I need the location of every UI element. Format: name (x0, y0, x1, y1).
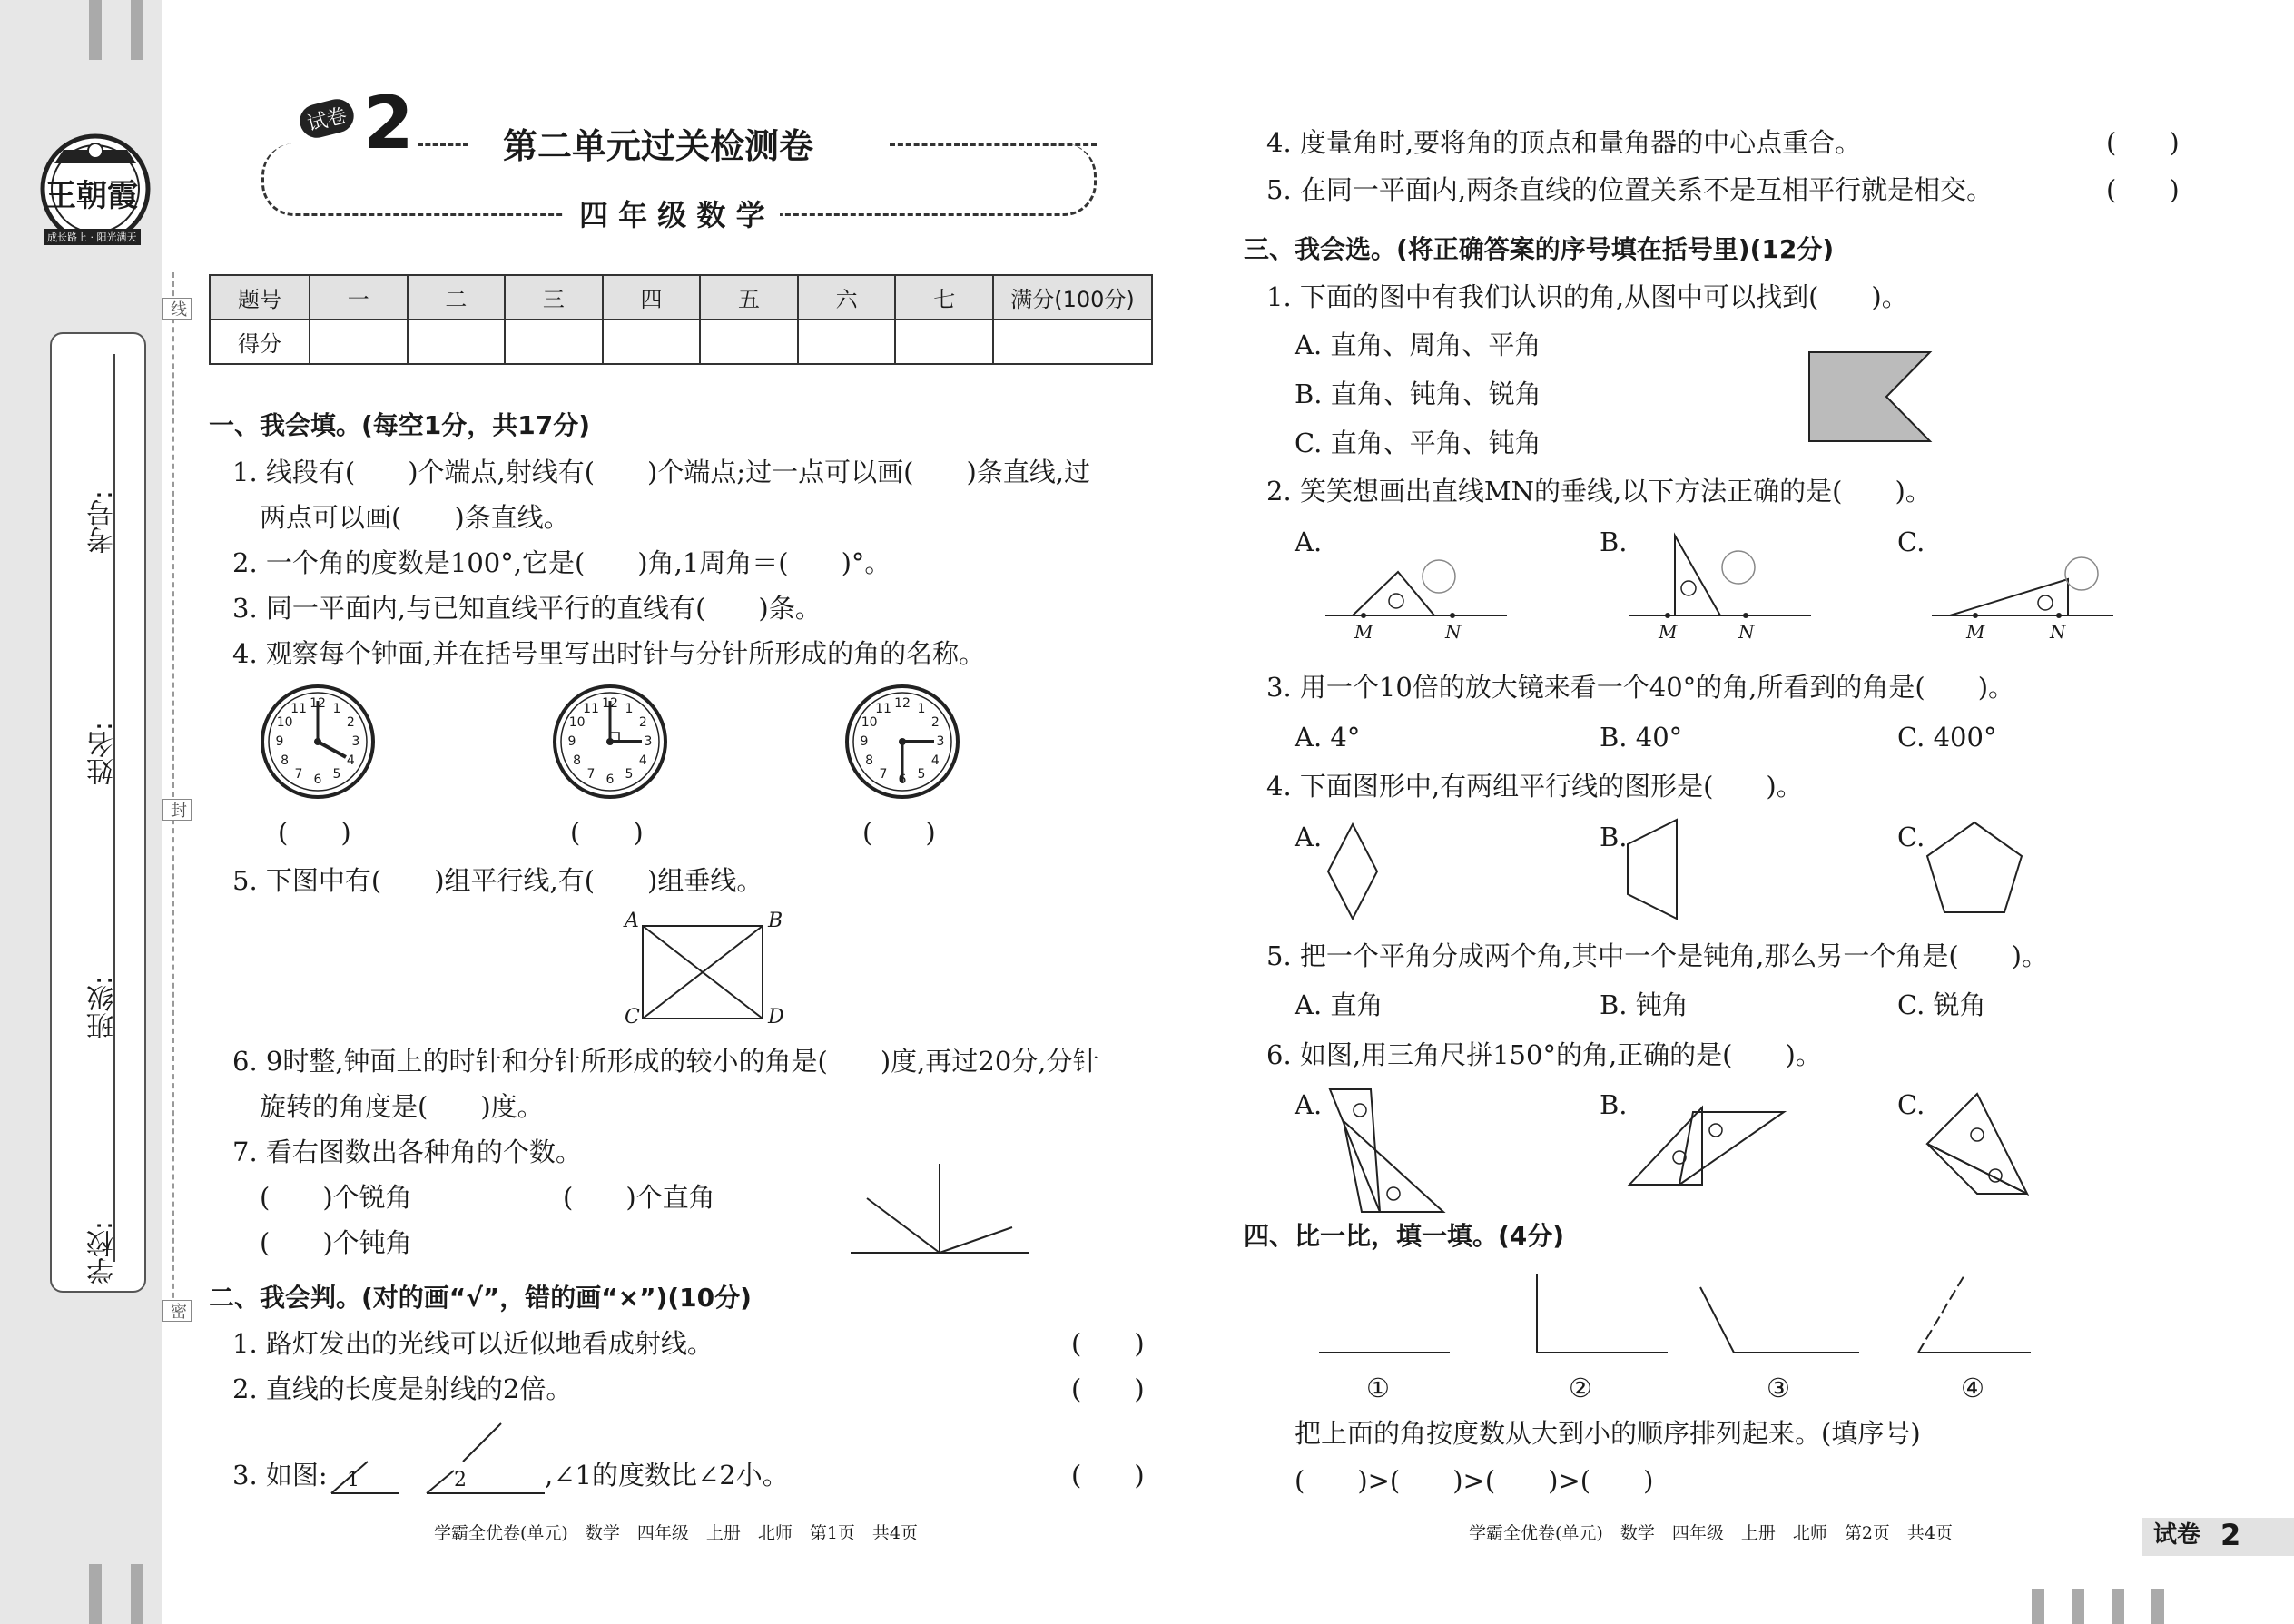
s3-q1-opt-c[interactable]: C. 直角、平角、钝角 (1295, 428, 1541, 458)
clock-number: 4 (930, 753, 940, 768)
rhombus-shape (1325, 822, 1380, 928)
score-header-cell: 六 (798, 275, 896, 320)
set-square-figure-c: M N (1932, 545, 2113, 651)
s3-q3-opt-a[interactable]: A. 4° (1295, 722, 1361, 753)
clock-number: 8 (281, 753, 290, 768)
score-header-cell: 二 (408, 275, 506, 320)
crop-mark (2032, 1589, 2044, 1624)
clock-number: 10 (861, 715, 878, 730)
s2-item-3: 3. 如图: (232, 1460, 328, 1491)
s3-q5: 5. 把一个平角分成两个角,其中一个是钝角,那么另一个角是( )。 (1266, 940, 2048, 971)
right-angle (1534, 1271, 1670, 1363)
clock-number: 11 (290, 701, 307, 716)
s2-answer-1[interactable]: ( ) (1071, 1328, 1145, 1359)
s3-q3: 3. 用一个10倍的放大镜来看一个40°的角,所看到的角是( )。 (1266, 672, 2015, 703)
s2-item-1: 1. 路灯发出的光线可以近似地看成射线。 (232, 1328, 714, 1359)
s3-q3-opt-c[interactable]: C. 400° (1897, 722, 1997, 753)
clock-number: 3 (351, 734, 360, 749)
score-header-cell: 五 (700, 275, 798, 320)
logo-subtext: 成长路上 · 阳光满天 (44, 229, 141, 245)
score-cell[interactable] (798, 320, 896, 364)
s3-q5-opt-a[interactable]: A. 直角 (1295, 989, 1383, 1020)
clock-number: 7 (586, 767, 596, 782)
crop-mark (2151, 1589, 2164, 1624)
score-cell[interactable] (993, 320, 1152, 364)
s1-q5: 5. 下图中有( )组平行线,有( )组垂线。 (232, 865, 763, 896)
pentagon-shape (1925, 820, 2024, 921)
s2-answer-4[interactable]: ( ) (2106, 127, 2180, 158)
s3-q6: 6. 如图,用三角尺拼150°的角,正确的是( )。 (1266, 1039, 1822, 1070)
s2-answer-5[interactable]: ( ) (2106, 174, 2180, 205)
name-label: 姓名: (87, 722, 119, 786)
s2-item-2: 2. 直线的长度是射线的2倍。 (232, 1373, 573, 1404)
footer-left: 学霸全优卷(单元) 数学 四年级 上册 北师 第1页 共4页 (434, 1523, 919, 1543)
clock-number: 12 (310, 696, 326, 711)
footer-right: 学霸全优卷(单元) 数学 四年级 上册 北师 第2页 共4页 (1469, 1523, 1954, 1543)
s2-answer-3[interactable]: ( ) (1071, 1460, 1145, 1491)
angle-label-1: ① (1366, 1373, 1390, 1403)
s1-q3: 3. 同一平面内,与已知直线平行的直线有( )条。 (232, 593, 822, 624)
section2-heading: 二、我会判。(对的画“√”，错的画“×”)(10分) (209, 1283, 752, 1313)
clock-number: 10 (276, 715, 293, 730)
s1-q6-line2: 旋转的角度是( )度。 (260, 1091, 544, 1122)
clock-answer-3[interactable]: ( ) (862, 817, 936, 848)
s2-item-3-tail: ,∠1的度数比∠2小。 (545, 1460, 789, 1491)
s1-q7-acute: ( )个锐角 (260, 1182, 412, 1213)
score-header-cell: 七 (895, 275, 993, 320)
s3-q2-opt-a[interactable]: A. (1295, 527, 1323, 557)
s3-q1-opt-a[interactable]: A. 直角、周角、平角 (1295, 330, 1541, 360)
clock-number: 5 (625, 767, 634, 782)
clock-number: 2 (346, 715, 355, 730)
s3-q2-opt-b[interactable]: B. (1600, 527, 1628, 557)
clock-number: 6 (898, 773, 907, 787)
angle-label-2: ② (1569, 1373, 1592, 1403)
s4-instruction: 把上面的角按度数从大到小的顺序排列起来。(填序号) (1295, 1418, 1921, 1449)
class-label: 班级: (87, 976, 119, 1040)
clock-number: 12 (602, 696, 618, 711)
obtuse-angle (1698, 1280, 1861, 1363)
clock-number: 7 (879, 767, 888, 782)
flag-shape (1807, 349, 1934, 450)
angle-label-4: ④ (1961, 1373, 1984, 1403)
s2-item-5: 5. 在同一平面内,两条直线的位置关系不是互相平行就是相交。 (1266, 174, 1994, 205)
set-square-figure-a: M N (1325, 545, 1507, 651)
trapezoid-shape (1625, 817, 1679, 928)
s3-q4: 4. 下面图形中,有两组平行线的图形是( )。 (1266, 771, 1803, 802)
exam-number-label: 考号: (87, 490, 119, 555)
clock-number: 4 (638, 753, 647, 768)
angle-label-3: ③ (1767, 1373, 1790, 1403)
clock-number: 1 (917, 701, 926, 716)
clock-number: 4 (346, 753, 355, 768)
score-table (209, 274, 1153, 365)
s2-item-4: 4. 度量角时,要将角的顶点和量角器的中心点重合。 (1266, 127, 1862, 158)
clock-answer-1[interactable]: ( ) (278, 817, 351, 848)
cut-mark: 密 (162, 1300, 192, 1322)
s3-q1-opt-b[interactable]: B. 直角、钝角、锐角 (1295, 379, 1541, 409)
score-cell[interactable] (603, 320, 701, 364)
score-header-cell: 题号 (210, 275, 310, 320)
s3-q2-opt-c[interactable]: C. (1897, 527, 1925, 557)
student-info-box (50, 332, 146, 1293)
clock-number: 10 (568, 715, 586, 730)
clock-number: 2 (930, 715, 940, 730)
paper-number: 2 (363, 81, 414, 165)
clock-number: 5 (917, 767, 926, 782)
clock-number: 1 (625, 701, 634, 716)
s3-q4-opt-a[interactable]: A. (1295, 822, 1323, 852)
s3-q6-opt-c[interactable]: C. (1897, 1089, 1925, 1120)
score-header-cell: 四 (603, 275, 701, 320)
section1-heading: 一、我会填。(每空1分，共17分) (209, 410, 591, 440)
crop-mark (2072, 1589, 2084, 1624)
s1-q7: 7. 看右图数出各种角的个数。 (232, 1137, 582, 1167)
clock-number: 6 (605, 773, 615, 787)
cut-mark: 线 (162, 298, 192, 320)
straight-angle (1316, 1271, 1452, 1363)
cut-mark: 封 (162, 799, 192, 821)
clock-number: 11 (875, 701, 891, 716)
crop-mark (89, 0, 102, 60)
triangle-pair-c (1923, 1089, 2041, 1205)
s2-answer-2[interactable]: ( ) (1071, 1373, 1145, 1404)
page-subtitle: 四 年 级 数 学 (565, 192, 780, 234)
clock-number: 8 (865, 753, 874, 768)
clock-answer-2[interactable]: ( ) (570, 817, 644, 848)
paper-tag: 试卷 (296, 95, 357, 141)
footer-tag: 试卷 2 (2142, 1518, 2294, 1556)
crop-mark (131, 0, 143, 60)
score-cell[interactable] (408, 320, 506, 364)
s3-q6-opt-b[interactable]: B. (1600, 1089, 1628, 1120)
s3-q3-opt-b[interactable]: B. 40° (1600, 722, 1683, 753)
crop-mark (2112, 1589, 2124, 1624)
clock-number: 12 (894, 696, 911, 711)
clock-number: 9 (275, 734, 284, 749)
angle-count-figure (849, 1162, 1030, 1277)
section4-heading: 四、比一比，填一填。(4分) (1244, 1221, 1565, 1251)
s1-q7-obtuse: ( )个钝角 (260, 1227, 412, 1258)
s2-angles-figure: 1 2 (327, 1416, 554, 1504)
clock-number: 2 (638, 715, 647, 730)
s4-answer[interactable]: ( )>( )>( )>( ) (1295, 1465, 1654, 1496)
triangle-pair-b (1625, 1089, 1788, 1196)
s3-q2: 2. 笑笑想画出直线MN的垂线,以下方法正确的是( )。 (1266, 476, 1932, 507)
crop-mark (131, 1564, 143, 1624)
s3-q4-opt-b[interactable]: B. (1600, 822, 1628, 852)
school-label: 学校: (87, 1221, 119, 1285)
logo-text: 王朝霞 (45, 178, 138, 214)
clock-number: 8 (573, 753, 582, 768)
brand-logo (36, 127, 154, 250)
triangle-pair-a (1325, 1085, 1452, 1227)
clock-number: 6 (313, 773, 322, 787)
s1-q1-line2: 两点可以画( )条直线。 (260, 502, 570, 533)
score-header-cell: 一 (310, 275, 408, 320)
s1-q2: 2. 一个角的度数是100°,它是( )角,1周角＝( )°。 (232, 547, 891, 578)
square-figure: A B C D (625, 910, 784, 1029)
clock-number: 5 (332, 767, 341, 782)
score-cell[interactable] (505, 320, 603, 364)
s3-q1: 1. 下面的图中有我们认识的角,从图中可以找到( )。 (1266, 281, 1908, 312)
crop-mark (89, 1564, 102, 1624)
acute-angle (1915, 1271, 2033, 1363)
set-square-figure-b: M N (1629, 531, 1811, 651)
clock-number: 11 (583, 701, 599, 716)
s3-q6-opt-a[interactable]: A. (1295, 1089, 1323, 1120)
s3-q5-opt-b[interactable]: B. 钝角 (1600, 989, 1689, 1020)
s1-q7-right: ( )个直角 (563, 1182, 715, 1213)
score-cell[interactable] (310, 320, 408, 364)
score-header-cell: 满分(100分) (993, 275, 1152, 320)
s1-q6-line1: 6. 9时整,钟面上的时针和分针所形成的较小的角是( )度,再过20分,分针 (232, 1046, 1099, 1077)
score-label-cell: 得分 (210, 320, 310, 364)
s1-q1-line1: 1. 线段有( )个端点,射线有( )个端点;过一点可以画( )条直线,过 (232, 457, 1090, 487)
score-header-cell: 三 (505, 275, 603, 320)
clock-number: 3 (644, 734, 653, 749)
s3-q4-opt-c[interactable]: C. (1897, 822, 1925, 852)
page-title: 第二单元过关检测卷 (503, 126, 814, 166)
clock-number: 1 (332, 701, 341, 716)
clock-number: 7 (294, 767, 303, 782)
clock-number: 9 (860, 734, 869, 749)
score-cell[interactable] (895, 320, 993, 364)
section3-heading: 三、我会选。(将正确答案的序号填在括号里)(12分) (1244, 234, 1835, 264)
s3-q5-opt-c[interactable]: C. 锐角 (1897, 989, 1986, 1020)
s1-q4: 4. 观察每个钟面,并在括号里写出时针与分针所形成的角的名称。 (232, 638, 986, 669)
score-cell[interactable] (700, 320, 798, 364)
clock-number: 9 (567, 734, 576, 749)
clock-number: 3 (936, 734, 945, 749)
